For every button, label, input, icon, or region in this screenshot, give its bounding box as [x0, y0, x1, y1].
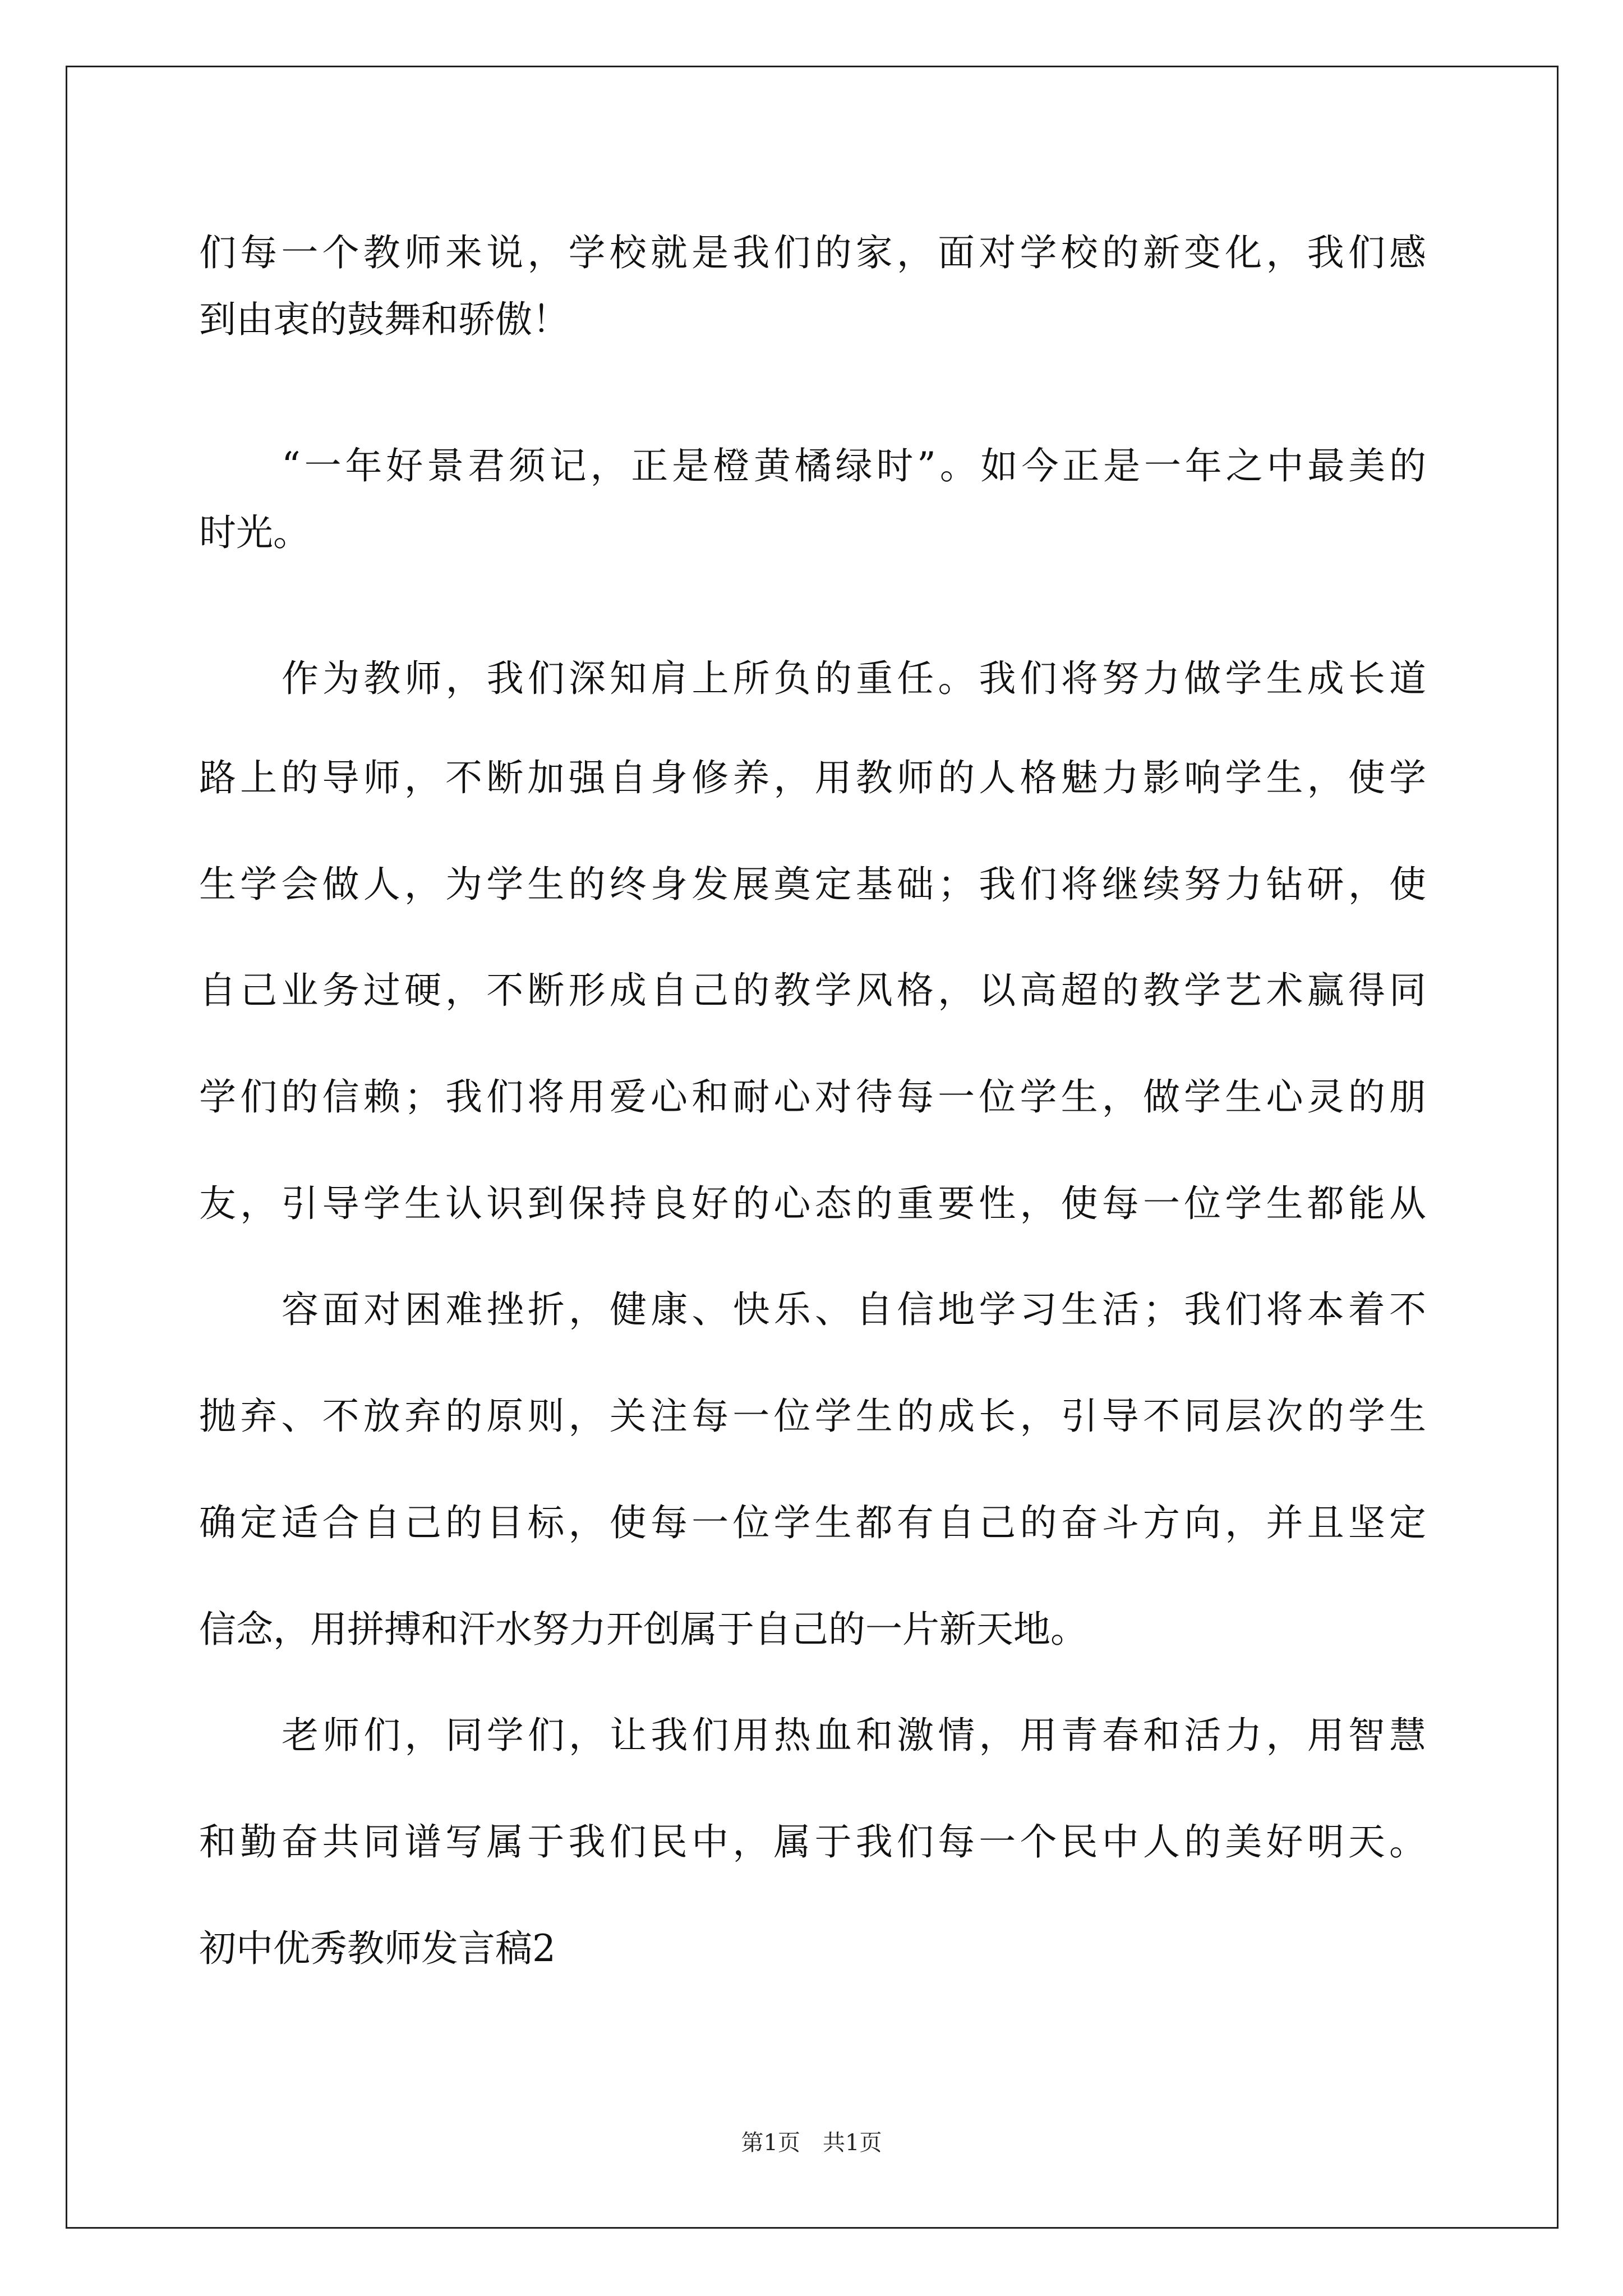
section-heading: 初中优秀教师发言稿2 [199, 1927, 556, 1970]
text-line: 们每一个教师来说，学校就是我们的家，面对学校的新变化，我们感 [199, 231, 1426, 274]
text-line: 和勤奋共同谱写属于我们民中，属于我们每一个民中人的美好明天。 [199, 1820, 1426, 1864]
text-line: 到由衷的鼓舞和骄傲！ [199, 298, 569, 341]
text-line: “一年好景君须记，正是橙黄橘绿时”。如今正是一年之中最美的 [282, 444, 1426, 487]
text-line: 确定适合自己的目标，使每一位学生都有自己的奋斗方向，并且坚定 [199, 1501, 1426, 1544]
text-line: 路上的导师，不断加强自身修养，用教师的人格魅力影响学生，使学 [199, 756, 1426, 799]
text-line: 生学会做人，为学生的终身发展奠定基础；我们将继续努力钻研，使 [199, 863, 1426, 906]
text-line: 学们的信赖；我们将用爱心和耐心对待每一位学生，做学生心灵的朋 [199, 1075, 1426, 1119]
text-line: 友，引导学生认识到保持良好的心态的重要性，使每一位学生都能从 [199, 1182, 1426, 1225]
page-indicator: 第1页 共1页 [741, 2130, 882, 2156]
text-line: 容面对困难挫折，健康、快乐、自信地学习生活；我们将本着不 [282, 1288, 1426, 1331]
text-line: 老师们，同学们，让我们用热血和激情，用青春和活力，用智慧 [282, 1714, 1426, 1757]
text-line: 抛弃、不放弃的原则，关注每一位学生的成长，引导不同层次的学生 [199, 1395, 1426, 1438]
text-line: 时光。 [199, 511, 310, 554]
page-border [66, 66, 1559, 2229]
text-line: 自己业务过硬，不断形成自己的教学风格，以高超的教学艺术赢得同 [199, 969, 1426, 1012]
text-line: 作为教师，我们深知肩上所负的重任。我们将努力做学生成长道 [282, 657, 1426, 700]
text-line: 信念，用拼搏和汗水努力开创属于自己的一片新天地。 [199, 1608, 1087, 1651]
